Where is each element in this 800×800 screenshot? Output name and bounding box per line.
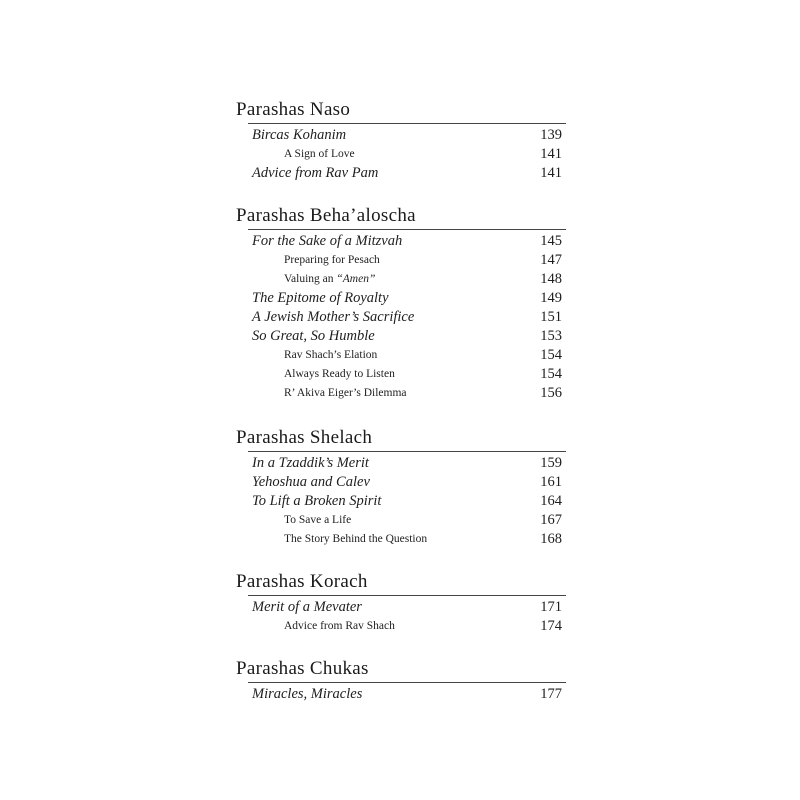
toc-subentry: [236, 530, 566, 549]
entry-page: 159: [540, 455, 562, 471]
entry-list: [236, 598, 566, 636]
entry-title: To Lift a Broken Spirit: [252, 493, 382, 509]
entry-title: To Save a Life: [284, 514, 352, 526]
entry-page: 139: [540, 127, 562, 143]
entry-title: So Great, So Humble: [252, 328, 375, 344]
toc-entry: [236, 473, 566, 492]
section-title: Parashas Chukas: [236, 658, 369, 679]
section-rule: [248, 123, 566, 124]
entry-title: Yehoshua and Calev: [252, 474, 370, 490]
toc-entry: [236, 598, 566, 617]
toc-subentry: [236, 346, 566, 365]
toc-subentry: [236, 365, 566, 384]
toc-entry: [236, 164, 566, 183]
entry-list: [236, 454, 566, 549]
entry-page: 153: [540, 328, 562, 344]
toc-section-naso: [236, 97, 566, 183]
entry-title: Preparing for Pesach: [284, 254, 380, 266]
toc-entry: [236, 126, 566, 145]
toc-section-korach: [236, 569, 566, 636]
entry-title: The Epitome of Royalty: [252, 290, 389, 306]
entry-list: [236, 232, 566, 403]
entry-title: The Story Behind the Question: [284, 533, 428, 545]
entry-title: Merit of a Mevater: [252, 599, 362, 615]
entry-page: 141: [540, 146, 562, 162]
entry-page: 154: [540, 366, 562, 382]
section-rule: [248, 451, 566, 452]
toc-section-behaaloscha: [236, 203, 566, 403]
toc-entry: [236, 289, 566, 308]
entry-page: 167: [540, 512, 562, 528]
entry-title: Valuing an “Amen”: [284, 273, 376, 285]
toc-subentry: [236, 511, 566, 530]
entry-title: Advice from Rav Pam: [252, 165, 379, 181]
toc-entry: [236, 454, 566, 473]
entry-list: [236, 685, 566, 704]
section-title: Parashas Shelach: [236, 427, 373, 448]
section-rule: [248, 682, 566, 683]
entry-title: Rav Shach’s Elation: [284, 349, 378, 361]
entry-page: 141: [540, 165, 562, 181]
section-title: Parashas Naso: [236, 99, 351, 120]
entry-page: 148: [540, 271, 562, 287]
toc-subentry: [236, 384, 566, 403]
entry-title: R’ Akiva Eiger’s Dilemma: [284, 387, 407, 399]
section-title: Parashas Korach: [236, 571, 368, 592]
entry-title: A Sign of Love: [284, 148, 355, 160]
entry-title: For the Sake of a Mitzvah: [252, 233, 403, 249]
entry-page: 147: [540, 252, 562, 268]
toc-subentry: [236, 251, 566, 270]
toc-subentry: [236, 617, 566, 636]
entry-title: Miracles, Miracles: [252, 686, 363, 702]
entry-page: 149: [540, 290, 562, 306]
entry-title: Always Ready to Listen: [284, 368, 395, 380]
toc-section-chukas: [236, 656, 566, 704]
entry-title: A Jewish Mother’s Sacrifice: [252, 309, 415, 325]
toc-section-shelach: [236, 425, 566, 549]
entry-list: [236, 126, 566, 183]
entry-page: 171: [540, 599, 562, 615]
entry-page: 164: [540, 493, 562, 509]
entry-page: 156: [540, 385, 562, 401]
toc-entry: [236, 685, 566, 704]
section-rule: [248, 595, 566, 596]
entry-title: Advice from Rav Shach: [284, 620, 395, 632]
entry-page: 168: [540, 531, 562, 547]
toc-entry: [236, 308, 566, 327]
toc-entry: [236, 232, 566, 251]
entry-page: 154: [540, 347, 562, 363]
entry-page: 177: [540, 686, 562, 702]
entry-page: 174: [540, 618, 562, 634]
section-title: Parashas Beha’aloscha: [236, 205, 416, 226]
toc-subentry: [236, 145, 566, 164]
toc-entry: [236, 492, 566, 511]
entry-title: Bircas Kohanim: [252, 127, 347, 143]
toc-subentry: [236, 270, 566, 289]
section-rule: [248, 229, 566, 230]
entry-page: 161: [540, 474, 562, 490]
toc-entry: [236, 327, 566, 346]
entry-title: In a Tzaddik’s Merit: [252, 455, 369, 471]
entry-page: 145: [540, 233, 562, 249]
entry-page: 151: [540, 309, 562, 325]
